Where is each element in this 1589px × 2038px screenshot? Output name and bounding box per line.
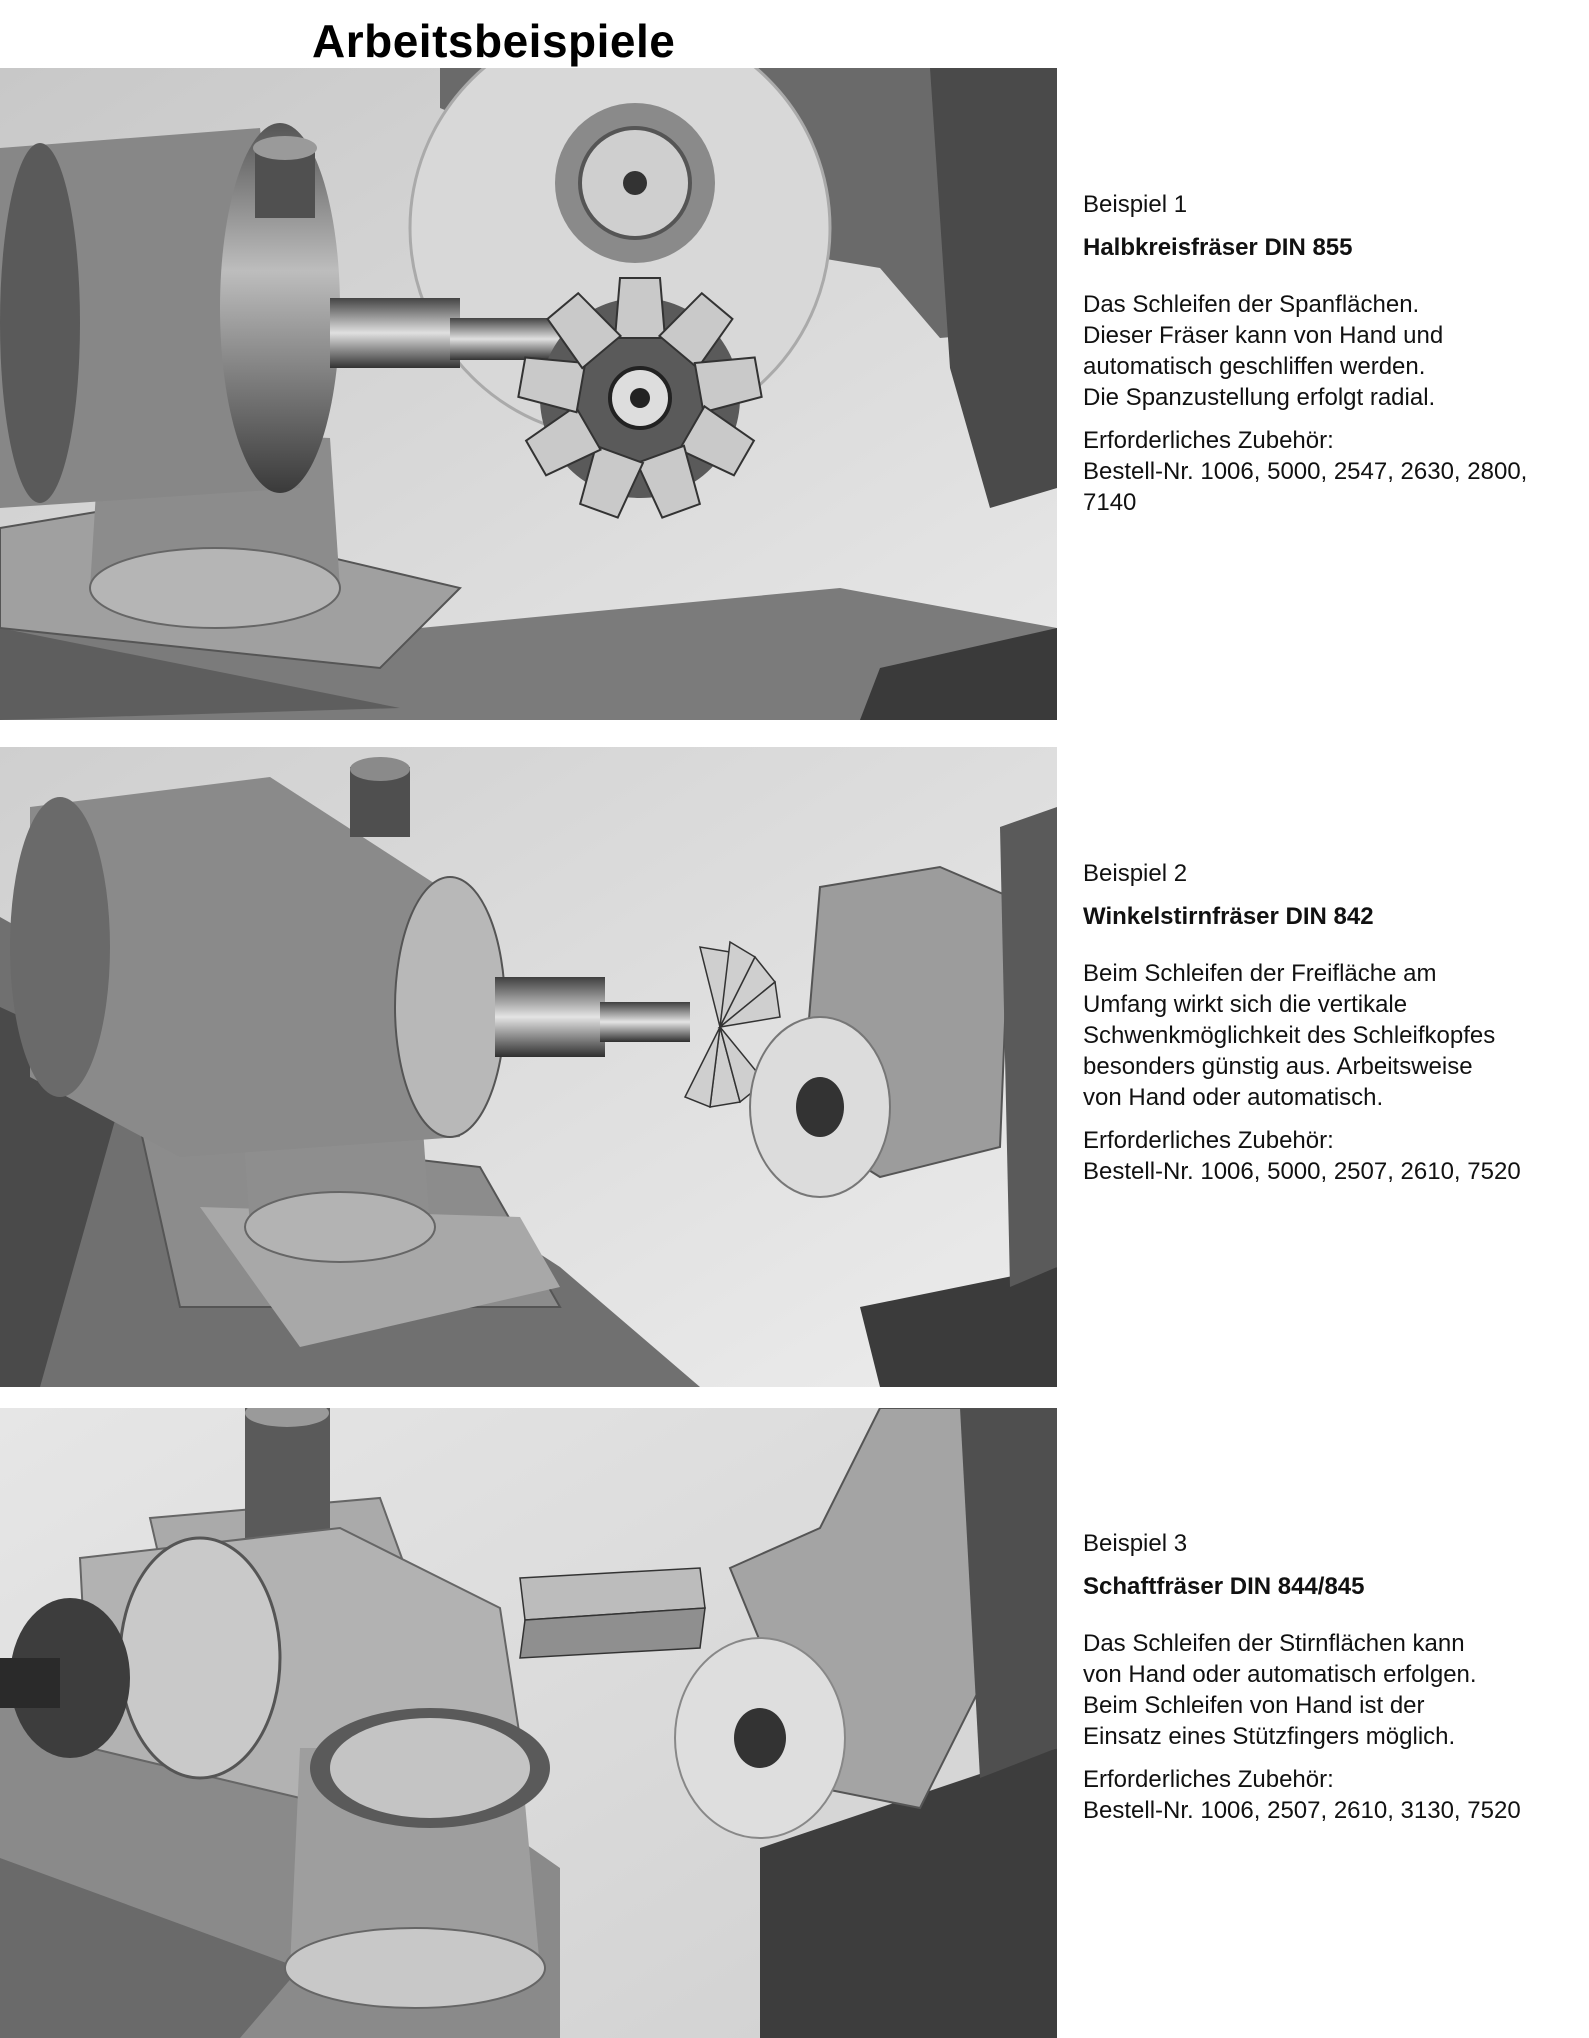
example-3-accessories-label: Erforderliches Zubehör:	[1083, 1766, 1334, 1793]
example-3-name: Schaftfräser DIN 844/845	[1083, 1573, 1365, 1600]
example-1	[1083, 189, 1583, 518]
example-2-accessories: Bestell-Nr. 1006, 5000, 2507, 2610, 7520	[1083, 1158, 1521, 1185]
example-1-name: Halbkreisfräser DIN 855	[1083, 234, 1353, 261]
example-2	[1083, 858, 1583, 1187]
photo-example-3	[0, 1408, 1057, 2038]
photo-example-2	[0, 747, 1057, 1387]
page-title: Arbeitsbeispiele	[312, 15, 676, 67]
example-2-label: Beispiel 2	[1083, 860, 1188, 887]
example-1-accessories: Bestell-Nr. 1006, 5000, 2547, 2630, 2800, 7140	[1083, 458, 1528, 516]
example-1-accessories-label: Erforderliches Zubehör:	[1083, 427, 1334, 454]
example-1-label: Beispiel 1	[1083, 191, 1188, 218]
example-2-accessories-label: Erforderliches Zubehör:	[1083, 1127, 1334, 1154]
example-3-label: Beispiel 3	[1083, 1530, 1188, 1557]
example-3	[1083, 1528, 1583, 1826]
example-1-description: Das Schleifen der Spanflächen. Dieser Fräser kann von Hand und automatisch geschliffen werden. Die Spanzustellung erfolgt radial.	[1083, 291, 1444, 411]
example-2-description: Beim Schleifen der Freifläche am Umfang wirkt sich die vertikale Schwenkmöglichkeit des Schleifkopfes besonders günstig aus. Arbeitsweise von Hand oder automatisch.	[1083, 960, 1496, 1111]
example-3-description: Das Schleifen der Stirnflächen kann von Hand oder automatisch erfolgen. Beim Schleifen von Hand ist der Einsatz eines Stützfingers möglich.	[1083, 1630, 1477, 1750]
example-3-accessories: Bestell-Nr. 1006, 2507, 2610, 3130, 7520	[1083, 1797, 1521, 1824]
example-2-name: Winkelstirnfräser DIN 842	[1083, 903, 1374, 930]
photo-example-1	[0, 68, 1057, 720]
